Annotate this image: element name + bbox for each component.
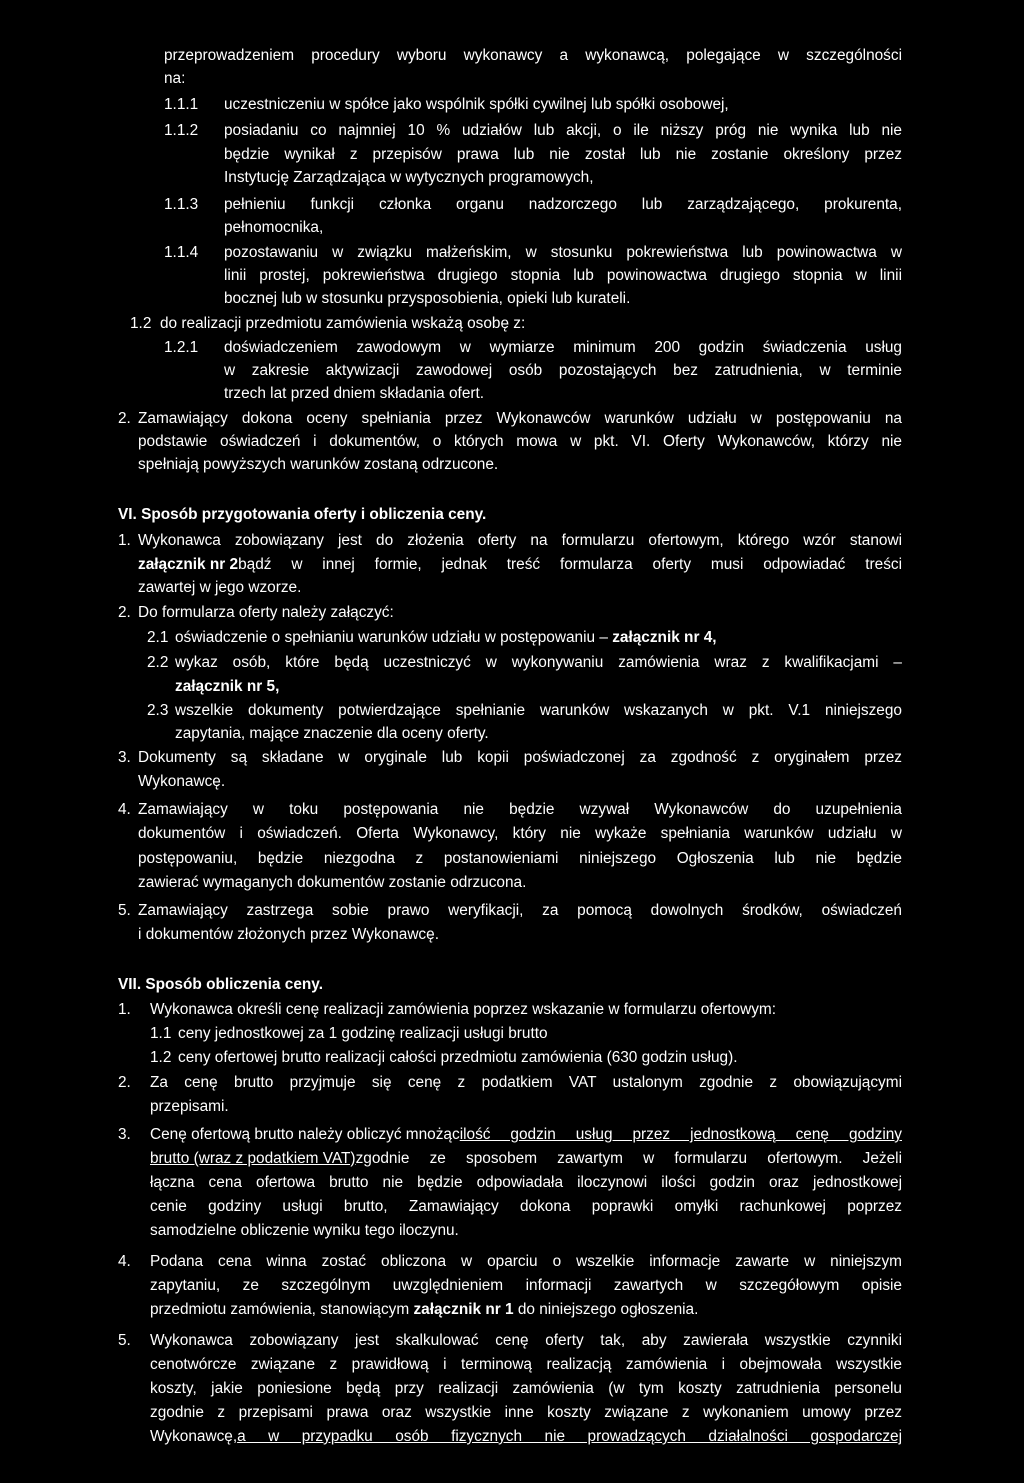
item-number: 5. — [118, 902, 131, 919]
item-number: 1.2 — [150, 1049, 172, 1066]
item-number: 2.1 — [147, 629, 169, 646]
paragraph-line: uczestniczeniu w spółce jako wspólnik spółki cywilnej lub spółki osobowej, — [224, 96, 729, 113]
paragraph-line: Podana cena winna zostać obliczona w oparciu o wszelkie informacje zawarte w niniejszym — [150, 1253, 902, 1270]
item-number: 2. — [118, 1074, 131, 1091]
paragraph-line: przepisami. — [150, 1098, 229, 1115]
item-number: 1.2.1 — [164, 339, 199, 356]
paragraph-line: trzech lat przed dniem składania ofert. — [224, 385, 485, 402]
underlined-text: ilość godzin usług przez jednostkową cenę godziny — [459, 1126, 902, 1143]
paragraph-line: Wykonawca zobowiązany jest do złożenia oferty na formularzu ofertowym, którego wzór stanowi — [138, 532, 902, 549]
paragraph-line: ceny jednostkowej za 1 godzinę realizacji usługi brutto — [178, 1025, 548, 1042]
paragraph-line: cenie godziny usługi brutto, Zamawiający dokona poprawki omyłki rachunkowej poprzez — [150, 1198, 902, 1215]
paragraph-line — [175, 626, 717, 649]
paragraph-line: łączna cena ofertowa brutto nie będzie odpowiadała iloczynowi ilości godzin oraz jednostkowej — [150, 1174, 902, 1191]
paragraph-line — [150, 1298, 698, 1321]
paragraph-line: pełnomocnika, — [224, 219, 324, 236]
item-number: 2. — [118, 604, 131, 621]
paragraph-line: Wykonawcę. — [138, 773, 226, 790]
item-number: 5. — [118, 1332, 131, 1349]
paragraph-line: samodzielne obliczenie wyniku tego iloczynu. — [150, 1222, 459, 1239]
paragraph-line: przeprowadzeniem procedury wyboru wykonawcy a wykonawcą, polegające w szczególności — [164, 47, 902, 64]
paragraph-line: ceny ofertowej brutto realizacji całości przedmiotu zamówienia (630 godzin usług). — [178, 1049, 738, 1066]
paragraph-line: Do formularza oferty należy załączyć: — [138, 604, 394, 621]
text-span: Cenę ofertową brutto należy obliczyć mnożąc — [150, 1126, 460, 1143]
paragraph-line: postępowaniu, będzie niezgodna z postanowieniami niniejszego Ogłoszenia lub nie będzie — [138, 850, 902, 867]
paragraph-line: wszelkie dokumenty potwierdzające spełnianie warunków wskazanych w pkt. V.1 niniejszego — [175, 702, 902, 719]
attachment-reference: załącznik nr 4, — [612, 629, 717, 646]
paragraph-line — [150, 1425, 902, 1448]
paragraph-line: na: — [164, 70, 186, 87]
item-number: 1. — [118, 532, 131, 549]
paragraph-line: zapytaniu, ze szczególnym uwzględnieniem informacji zawartych w szczegółowym opisie — [150, 1277, 902, 1294]
item-number: 2.2 — [147, 654, 169, 671]
paragraph-line: do realizacji przedmiotu zamówienia wskażą osobę z: — [160, 315, 526, 332]
text-span: zgodnie ze sposobem zawartym w formularzu ofertowym. Jeżeli — [355, 1150, 902, 1167]
paragraph-line: zgodnie z przepisami prawa oraz wszystkie inne koszty związane z wykonaniem umowy przez — [150, 1404, 902, 1421]
item-number: 2. — [118, 410, 131, 427]
paragraph-line: będzie wynikał z przepisów prawa lub nie został lub nie zostanie określony przez — [224, 146, 902, 163]
paragraph-line: w zakresie aktywizacji zawodowej osób pozostających bez zatrudnienia, w terminie — [224, 362, 902, 379]
paragraph-line: zawierać wymaganych dokumentów zostanie odrzucona. — [138, 874, 527, 891]
item-number: 3. — [118, 1126, 131, 1143]
paragraph-line: doświadczeniem zawodowym w wymiarze minimum 200 godzin świadczenia usług — [224, 339, 902, 356]
paragraph-line: Zamawiający dokona oceny spełniania przez Wykonawców warunków udziału w postępowaniu na — [138, 410, 902, 427]
section-heading: VII. Sposób obliczenia ceny. — [118, 976, 323, 993]
paragraph-line: Wykonawca zobowiązany jest skalkulować cenę oferty tak, aby zawierała wszystkie czynniki — [150, 1332, 902, 1349]
item-number: 1.1.1 — [164, 96, 199, 113]
paragraph-line — [138, 553, 902, 576]
text-span: do niniejszego ogłoszenia. — [513, 1301, 699, 1318]
paragraph-line — [150, 1147, 902, 1170]
paragraph-line: koszty, jakie poniesione będą przy realizacji zamówienia (w tym koszty zatrudnienia personelu — [150, 1380, 902, 1397]
paragraph-line: i dokumentów złożonych przez Wykonawcę. — [138, 926, 439, 943]
paragraph-line: Dokumenty są składane w oryginale lub kopii poświadczonej za zgodność z oryginałem przez — [138, 749, 902, 766]
paragraph-line: posiadaniu co najmniej 10 % udziałów lub akcji, o ile niższy próg nie wynika lub nie — [224, 122, 902, 139]
paragraph-line: cenotwórcze związane z prawidłową i terminową realizacją zamówienia i obejmowała wszystkie — [150, 1356, 902, 1373]
underlined-text: a w przypadku osób fizycznych nie prowadzących działalności gospodarczej — [237, 1428, 902, 1445]
section-heading: VI. Sposób przygotowania oferty i obliczenia ceny. — [118, 506, 487, 523]
item-number: 3. — [118, 749, 131, 766]
item-number: 1.1.3 — [164, 196, 199, 213]
item-number: 1.1 — [150, 1025, 172, 1042]
item-number: 4. — [118, 1253, 131, 1270]
paragraph-line: pełnieniu funkcji członka organu nadzorczego lub zarządzającego, prokurenta, — [224, 196, 902, 213]
paragraph-line: zawartej w jego wzorze. — [138, 579, 302, 596]
paragraph-line: linii prostej, pokrewieństwa drugiego stopnia lub powinowactwa drugiego stopnia w linii — [224, 267, 902, 284]
paragraph-line: podstawie oświadczeń i dokumentów, o których mowa w pkt. VI. Oferty Wykonawców, którzy nie — [138, 433, 902, 450]
text-span: bądź w innej formie, jednak treść formularza oferty musi odpowiadać treści — [238, 556, 902, 573]
paragraph-line: Wykonawca określi cenę realizacji zamówienia poprzez wskazanie w formularzu ofertowym: — [150, 1001, 776, 1018]
paragraph-line: pozostawaniu w związku małżeńskim, w stosunku pokrewieństwa lub powinowactwa w — [224, 244, 902, 261]
paragraph-line: Zamawiający w toku postępowania nie będzie wzywał Wykonawców do uzupełnienia — [138, 801, 902, 818]
item-number: 1. — [118, 1001, 131, 1018]
paragraph-line: Zamawiający zastrzega sobie prawo weryfikacji, za pomocą dowolnych środków, oświadczeń — [138, 902, 902, 919]
paragraph-line: Za cenę brutto przyjmuje się cenę z podatkiem VAT ustalonym zgodnie z obowiązującymi — [150, 1074, 902, 1091]
paragraph-line: zapytania, mające znaczenie dla oceny oferty. — [175, 725, 489, 742]
text-span: oświadczenie o spełnianiu warunków udziału w postępowaniu – — [175, 629, 613, 646]
underlined-text: brutto (wraz z podatkiem VAT) — [150, 1150, 356, 1167]
item-number: 2.3 — [147, 702, 169, 719]
attachment-reference: załącznik nr 1 — [413, 1301, 514, 1318]
paragraph-line — [150, 1123, 902, 1146]
attachment-reference: załącznik nr 5, — [175, 678, 280, 695]
paragraph-line: bocznej lub w stosunku przysposobienia, opieki lub kurateli. — [224, 290, 631, 307]
paragraph-line: wykaz osób, które będą uczestniczyć w wykonywaniu zamówienia wraz z kwalifikacjami – — [175, 654, 902, 671]
item-number: 1.1.2 — [164, 122, 199, 139]
attachment-reference: załącznik nr 2 — [138, 556, 239, 573]
item-number: 1.1.4 — [164, 244, 199, 261]
text-span: przedmiotu zamówienia, stanowiącym — [150, 1301, 414, 1318]
paragraph-line: dokumentów i oświadczeń. Oferta Wykonawcy, który nie wykaże spełniania warunków udziału w — [138, 825, 902, 842]
item-number: 4. — [118, 801, 131, 818]
paragraph-line: Instytucję Zarządzająca w wytycznych programowych, — [224, 169, 594, 186]
text-span: Wykonawcę, — [150, 1428, 238, 1445]
item-number: 1.2 — [130, 315, 152, 332]
paragraph-line: spełniają powyższych warunków zostaną odrzucone. — [138, 456, 499, 473]
